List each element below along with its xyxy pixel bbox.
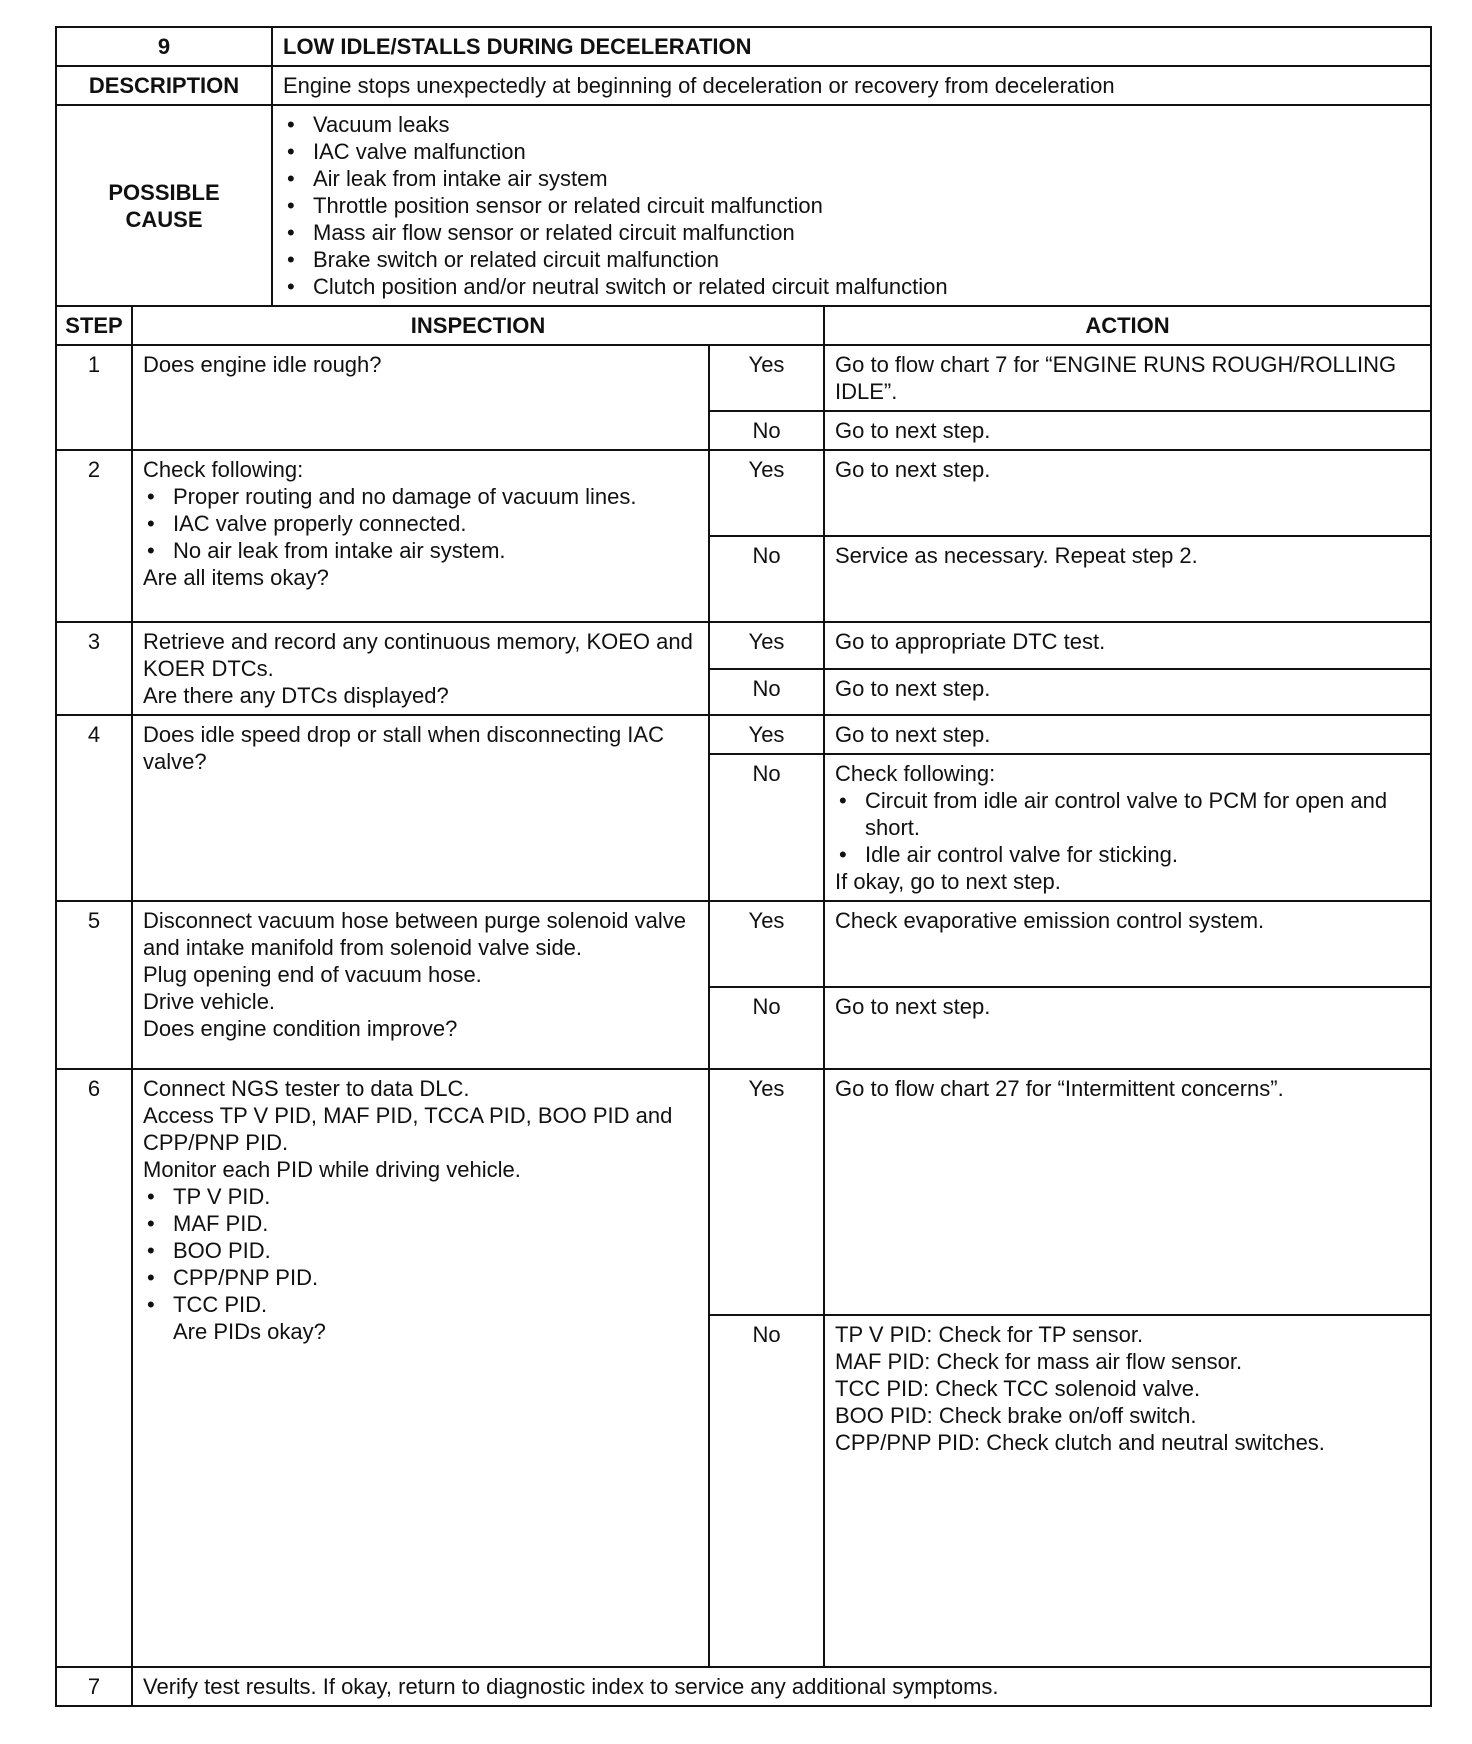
pid-item: • MAF PID.	[173, 1210, 698, 1237]
cause-item: • Clutch position and/or neutral switch or related circuit malfunction	[313, 273, 1420, 300]
step-5-no-action: Go to next step.	[824, 987, 1431, 1069]
chart-number: 9	[56, 27, 272, 66]
step-1-yes-label: Yes	[709, 345, 824, 411]
step-4-no-label: No	[709, 754, 824, 901]
column-header-action: ACTION	[824, 306, 1431, 345]
step-1-yes-action: Go to flow chart 7 for “ENGINE RUNS ROUGH/ROLLING IDLE”.	[824, 345, 1431, 411]
column-header-inspection: INSPECTION	[132, 306, 824, 345]
step-3-question: Are there any DTCs displayed?	[143, 683, 449, 708]
check-item: • No air leak from intake air system.	[173, 537, 698, 564]
step-number: 1	[56, 345, 132, 450]
column-header-row	[56, 306, 1431, 345]
step-4-yes-label: Yes	[709, 715, 824, 754]
step-6-no-action	[824, 1315, 1431, 1667]
step-2-inspection	[132, 450, 709, 622]
cause-item: • IAC valve malfunction	[313, 138, 1420, 165]
step-5-question: Does engine condition improve?	[143, 1016, 458, 1041]
step-4-inspection: Does idle speed drop or stall when disconnecting IAC valve?	[132, 715, 709, 901]
cause-item: • Vacuum leaks	[313, 111, 1420, 138]
diagnostic-table	[55, 26, 1432, 1707]
step-2-checklist	[143, 483, 698, 564]
step-4-yes-action: Go to next step.	[824, 715, 1431, 754]
step-6-inspection	[132, 1069, 709, 1667]
pid-item: • CPP/PNP PID.	[173, 1264, 698, 1291]
step-6-yes-action: Go to flow chart 27 for “Intermittent concerns”.	[824, 1069, 1431, 1315]
step-1-no-label: No	[709, 411, 824, 450]
check-item: • Proper routing and no damage of vacuum lines.	[173, 483, 698, 510]
possible-cause-row	[56, 105, 1431, 306]
step-4-no-intro: Check following:	[835, 761, 996, 786]
step-1-no-action: Go to next step.	[824, 411, 1431, 450]
pid-item: • BOO PID.	[173, 1237, 698, 1264]
diagnostic-flow-chart	[55, 26, 1430, 1707]
step-4-no-action	[824, 754, 1431, 901]
step-6-yes-row	[56, 1069, 1431, 1315]
step-2-intro: Check following:	[143, 457, 304, 482]
step-5-line1: Disconnect vacuum hose between purge solenoid valve and intake manifold from solenoid valve side.	[143, 908, 686, 960]
step-2-yes-row	[56, 450, 1431, 536]
possible-cause-list	[283, 111, 1420, 300]
step-3-no-label: No	[709, 669, 824, 716]
step-6-question: Are PIDs okay?	[173, 1319, 326, 1344]
possible-cause-label	[56, 105, 272, 306]
step-6-no-line: BOO PID: Check brake on/off switch.	[835, 1403, 1197, 1428]
cause-item: • Mass air flow sensor or related circuit malfunction	[313, 219, 1420, 246]
step-1-inspection: Does engine idle rough?	[132, 345, 709, 450]
step-5-inspection	[132, 901, 709, 1069]
step-4-yes-row	[56, 715, 1431, 754]
step-2-yes-label: Yes	[709, 450, 824, 536]
step-3-yes-row	[56, 622, 1431, 669]
cause-item: • Air leak from intake air system	[313, 165, 1420, 192]
step-3-yes-label: Yes	[709, 622, 824, 669]
step-6-pid-list	[143, 1183, 698, 1318]
step-number: 3	[56, 622, 132, 715]
step-number: 2	[56, 450, 132, 622]
step-6-no-line: CPP/PNP PID: Check clutch and neutral switches.	[835, 1430, 1325, 1455]
step-number: 7	[56, 1667, 132, 1706]
step-number: 5	[56, 901, 132, 1069]
step-4-no-outro: If okay, go to next step.	[835, 869, 1061, 894]
cause-item: • Throttle position sensor or related circuit malfunction	[313, 192, 1420, 219]
step-5-yes-label: Yes	[709, 901, 824, 987]
step-6-no-label: No	[709, 1315, 824, 1667]
possible-cause-list-cell	[272, 105, 1431, 306]
step-4-no-checklist	[835, 787, 1420, 868]
pid-item: • TP V PID.	[173, 1183, 698, 1210]
description-label: DESCRIPTION	[56, 66, 272, 105]
step-5-no-label: No	[709, 987, 824, 1069]
chart-title: LOW IDLE/STALLS DURING DECELERATION	[272, 27, 1431, 66]
column-header-step: STEP	[56, 306, 132, 345]
step-6-no-line: TCC PID: Check TCC solenoid valve.	[835, 1376, 1201, 1401]
step-number: 4	[56, 715, 132, 901]
description-row	[56, 66, 1431, 105]
step-3-no-action: Go to next step.	[824, 669, 1431, 716]
pid-item: • TCC PID.	[173, 1291, 698, 1318]
step-2-no-label: No	[709, 536, 824, 622]
step-3-inspection	[132, 622, 709, 715]
step-2-no-action: Service as necessary. Repeat step 2.	[824, 536, 1431, 622]
header-row	[56, 27, 1431, 66]
step-2-yes-action: Go to next step.	[824, 450, 1431, 536]
step-5-line2: Plug opening end of vacuum hose.	[143, 962, 482, 987]
check-item: • Idle air control valve for sticking.	[865, 841, 1420, 868]
description-text: Engine stops unexpectedly at beginning of deceleration or recovery from deceleration	[272, 66, 1431, 105]
check-item: • Circuit from idle air control valve to PCM for open and short.	[865, 787, 1420, 841]
step-7-text: Verify test results. If okay, return to diagnostic index to service any additional symptoms.	[132, 1667, 1431, 1706]
step-6-line1: Connect NGS tester to data DLC.	[143, 1076, 470, 1101]
step-5-yes-action: Check evaporative emission control system.	[824, 901, 1431, 987]
possible-cause-label-line2: CAUSE	[125, 206, 203, 232]
step-5-yes-row	[56, 901, 1431, 987]
step-6-yes-label: Yes	[709, 1069, 824, 1315]
step-7-row	[56, 1667, 1431, 1706]
cause-item: • Brake switch or related circuit malfunction	[313, 246, 1420, 273]
step-6-no-line: MAF PID: Check for mass air flow sensor.	[835, 1349, 1243, 1374]
step-6-line2: Access TP V PID, MAF PID, TCCA PID, BOO PID and CPP/PNP PID.	[143, 1103, 673, 1155]
check-item: • IAC valve properly connected.	[173, 510, 698, 537]
step-2-question: Are all items okay?	[143, 565, 329, 590]
step-5-line3: Drive vehicle.	[143, 989, 276, 1014]
step-3-yes-action: Go to appropriate DTC test.	[824, 622, 1431, 669]
step-6-no-line: TP V PID: Check for TP sensor.	[835, 1322, 1144, 1347]
possible-cause-label-line1: POSSIBLE	[108, 179, 220, 205]
step-1-yes-row	[56, 345, 1431, 411]
step-3-line1: Retrieve and record any continuous memory, KOEO and KOER DTCs.	[143, 629, 693, 681]
step-6-line3: Monitor each PID while driving vehicle.	[143, 1157, 521, 1182]
step-number: 6	[56, 1069, 132, 1667]
